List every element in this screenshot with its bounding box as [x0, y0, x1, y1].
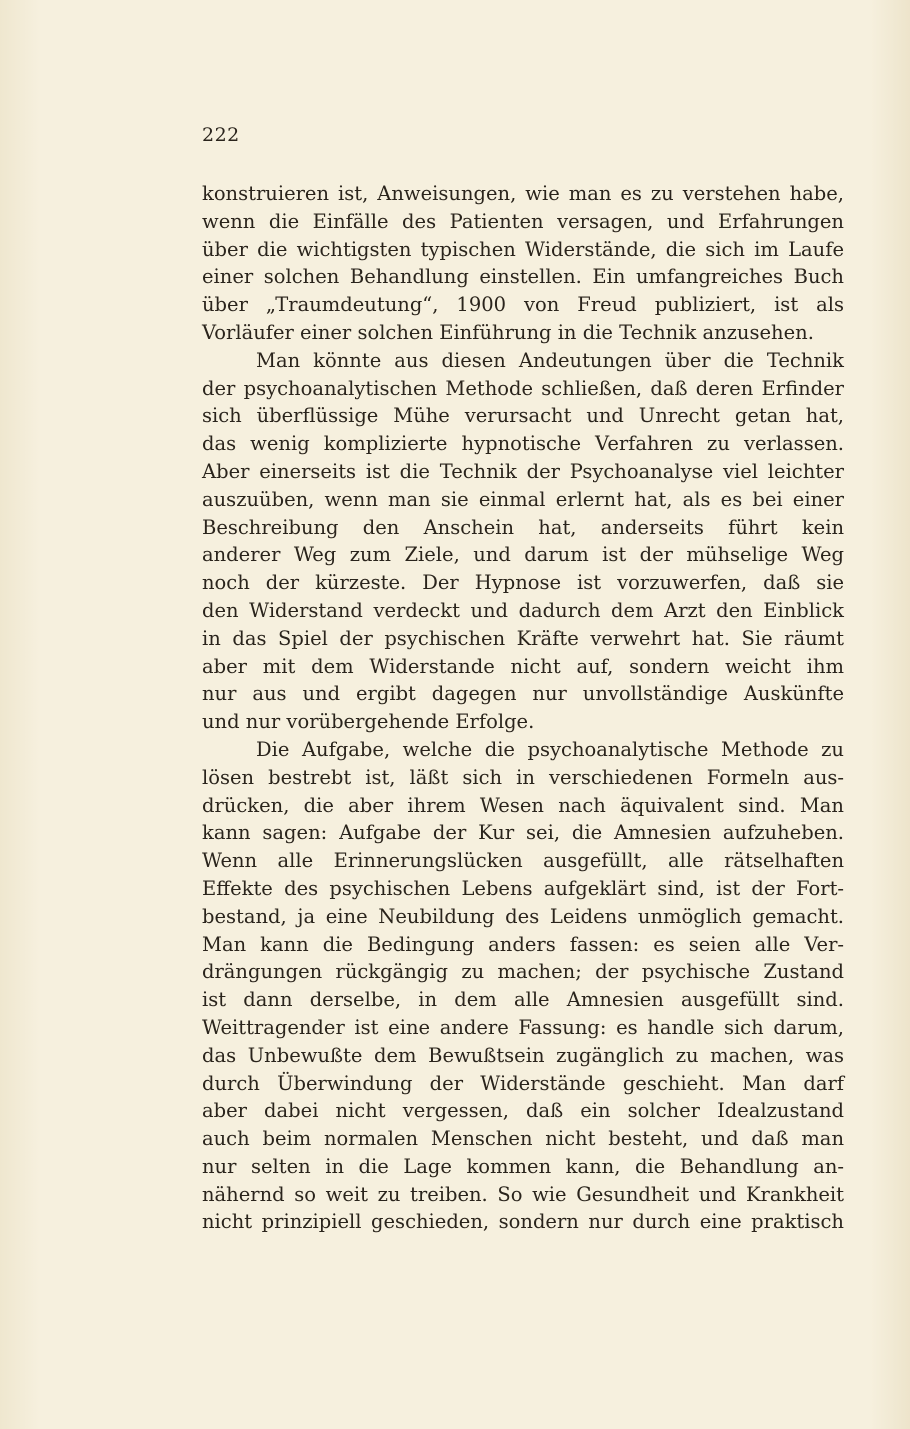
- text-line: das Unbewußte dem Bewußtsein zugänglich zu machen, was: [202, 1043, 844, 1067]
- text-line: noch der kürzeste. Der Hypnose ist vorzuwerfen, daß sie: [202, 571, 844, 595]
- text-line: der psychoanalytischen Methode schließen, daß deren Erfinder: [202, 376, 844, 400]
- text-line: Man kann die Bedingung anders fassen: es seien alle Ver-: [202, 932, 844, 956]
- text-line: einer solchen Behandlung einstellen. Ein umfangreiches Buch: [202, 265, 844, 289]
- text-line: durch Überwindung der Widerstände geschieht. Man darf: [202, 1071, 844, 1095]
- text-line: auch beim normalen Menschen nicht besteht, und daß man: [202, 1127, 844, 1151]
- text-line: kann sagen: Aufgabe der Kur sei, die Amnesien aufzuheben.: [202, 821, 844, 845]
- text-line: Aber einerseits ist die Technik der Psychoanalyse viel leichter: [202, 459, 844, 483]
- text-line: Effekte des psychischen Lebens aufgeklärt sind, ist der Fort-: [202, 876, 844, 900]
- text-line: konstruieren ist, Anweisungen, wie man es zu verstehen habe,: [202, 182, 844, 205]
- text-line: drücken, die aber ihrem Wesen nach äquivalent sind. Man: [202, 793, 844, 817]
- text-line: wenn die Einfälle des Patienten versagen, und Erfahrungen: [202, 209, 844, 233]
- text-line: Wenn alle Erinnerungslücken ausgefüllt, alle rätselhaften: [202, 849, 844, 873]
- page-number: 222: [202, 124, 240, 146]
- text-line: sich überflüssige Mühe verursacht und Unrecht getan hat,: [202, 404, 844, 428]
- text-line: Man könnte aus diesen Andeutungen über die Technik: [256, 348, 844, 372]
- text-line: Beschreibung den Anschein hat, anderseits führt kein: [202, 515, 844, 539]
- text-line: ist dann derselbe, in dem alle Amnesien ausgefüllt sind.: [202, 988, 844, 1012]
- text-line: Weittragender ist eine andere Fassung: es handle sich darum,: [202, 1015, 844, 1039]
- text-line: Vorläufer einer solchen Einführung in die Technik anzusehen.: [202, 320, 814, 344]
- text-line: lösen bestrebt ist, läßt sich in verschiedenen Formeln aus-: [202, 765, 844, 789]
- body-text: [202, 180, 844, 1236]
- text-line: bestand, ja eine Neubildung des Leidens unmöglich gemacht.: [202, 904, 844, 928]
- text-line: und nur vorübergehende Erfolge.: [202, 710, 535, 734]
- text-line: über „Traumdeutung“, 1900 von Freud publiziert, ist als: [202, 293, 844, 317]
- text-line: nur selten in die Lage kommen kann, die Behandlung an-: [202, 1154, 844, 1178]
- text-line: das wenig komplizierte hypnotische Verfahren zu verlassen.: [202, 432, 844, 456]
- text-line: in das Spiel der psychischen Kräfte verwehrt hat. Sie räumt: [202, 626, 844, 650]
- text-line: nicht prinzipiell geschieden, sondern nur durch eine praktisch: [202, 1210, 844, 1234]
- text-line: auszuüben, wenn man sie einmal erlernt hat, als es bei einer: [202, 487, 844, 511]
- text-line: nähernd so weit zu treiben. So wie Gesundheit und Krankheit: [202, 1182, 844, 1206]
- text-line: den Widerstand verdeckt und dadurch dem Arzt den Einblick: [202, 598, 844, 622]
- text-line: anderer Weg zum Ziele, und darum ist der mühselige Weg: [202, 543, 844, 567]
- text-line: aber mit dem Widerstande nicht auf, sondern weicht ihm: [202, 654, 844, 678]
- text-line: aber dabei nicht vergessen, daß ein solcher Idealzustand: [202, 1099, 844, 1123]
- text-line: über die wichtigsten typischen Widerstände, die sich im Laufe: [202, 237, 844, 261]
- text-line: nur aus und ergibt dagegen nur unvollständige Auskünfte: [202, 682, 844, 706]
- text-line: drängungen rückgängig zu machen; der psychische Zustand: [202, 960, 844, 984]
- text-line: Die Aufgabe, welche die psychoanalytische Methode zu: [256, 737, 844, 761]
